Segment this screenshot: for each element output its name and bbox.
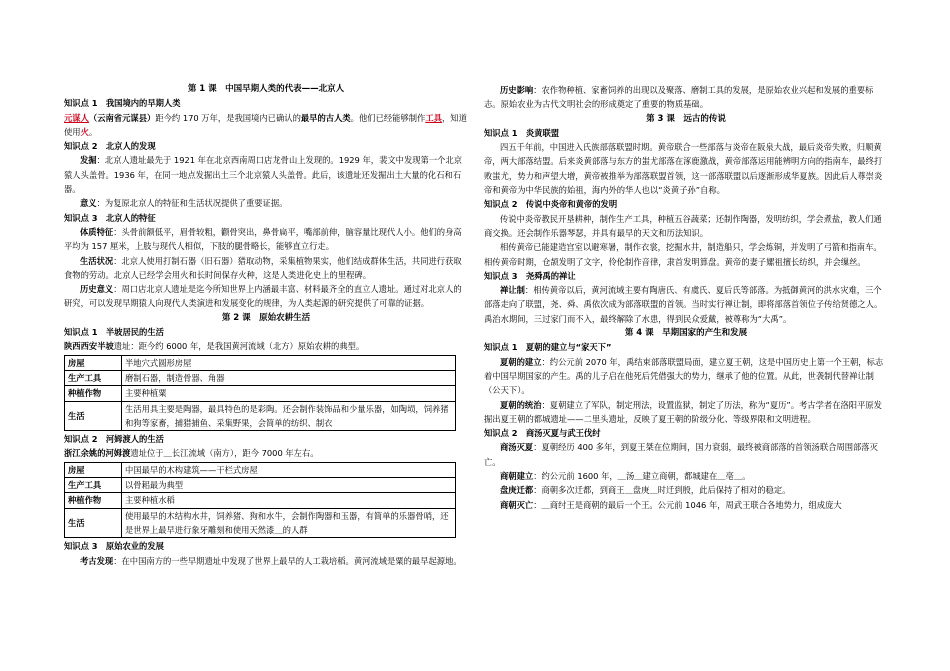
lesson2-kp2-title: 知识点 2 河姆渡人的生活 bbox=[64, 434, 164, 445]
xia-build-para bbox=[484, 355, 888, 398]
text-kp1-g: ，知道使用 bbox=[64, 112, 467, 137]
body-label: 体质特征 bbox=[80, 226, 114, 237]
table-cell: 中国最早的木构建筑——干栏式房屋 bbox=[122, 462, 456, 477]
pangeng-label: 盘庚迁都 bbox=[500, 485, 534, 496]
life-label: 生活状况 bbox=[80, 255, 114, 266]
pangeng-text: ：商朝多次迁都，到商王＿盘庚＿时迁到殷，此后保持了相对的稳定。 bbox=[533, 485, 791, 496]
table-row bbox=[65, 462, 456, 477]
shang-build-label: 商朝建立 bbox=[500, 471, 534, 482]
text-kp1-d: 最早的古人类 bbox=[300, 112, 351, 123]
banpo-label: 陕西西安半坡 bbox=[64, 341, 114, 352]
meaning-text: ：为复原北京人的特征和生活状况提供了重要证据。 bbox=[96, 198, 288, 209]
text-kp1-e: 。他们已经能够制作 bbox=[350, 112, 426, 123]
table-head: 生活 bbox=[65, 508, 122, 538]
lesson4-kp2-title: 知识点 2 商汤灭夏与武王伐纣 bbox=[484, 428, 601, 439]
lesson4-title: 第 4 课 早期国家的产生和发展 bbox=[624, 328, 748, 339]
xia-build-text: ：约公元前 2070 年，禹结束部落联盟局面，建立夏王朝，这是中国历史上第一个王朝，标志着中国早期国家的产生。禹的儿子启在他死后凭借强大的势力，继承了他的位置。从此，世袭制代替禅让制（公天下）。 bbox=[484, 356, 884, 396]
shang-fall-para bbox=[484, 498, 888, 512]
table-row bbox=[65, 401, 456, 431]
table-cell: 以骨耜最为典型 bbox=[122, 478, 456, 493]
shang-build-para bbox=[484, 469, 888, 483]
arch-para bbox=[64, 554, 468, 568]
table-cell: 使用最早的木结构水井，饲养猪、狗和水牛，会制作陶器和玉器，有简单的乐器骨哨，还是世界上最早进行象牙雕刻和使用天然漆＿的人群 bbox=[122, 508, 456, 538]
text-kp1-c: 距今约 170 万年，是我国境内已确认的 bbox=[155, 112, 301, 123]
shang-para bbox=[484, 440, 888, 469]
shanrang-label: 禅让制 bbox=[500, 285, 525, 296]
shang-text: ：夏朝经历 400 多年，到夏王桀在位期间，国力衰弱，最终被商部落的首领汤联合周围部落灭亡。 bbox=[484, 442, 878, 467]
hist-para bbox=[484, 83, 888, 112]
history-text: ：周口店北京人遗址是迄今所知世界上内涵最丰富、材料最齐全的直立人遗址。通过对北京人的研究，可以发现早期猿人向现代人类演进和发展变化的规律，为人类起源的研究提供了可靠的证据。 bbox=[64, 284, 462, 309]
discovery-text: ：北京人遗址最先于 1921 年在北京西南周口店龙骨山上发现的。1929 年，裴文中发现第一个北京猿人头盖骨。1936 年，在同一地点发掘出土三个北京猿人头盖骨。此后，该遗址还发掘出土大量的化石和石器。 bbox=[64, 155, 463, 195]
highlight-fire: 火 bbox=[80, 126, 89, 137]
life-text: ：北京人使用打制石器（旧石器）猎取动物，采集植物果实，他们结成群体生活，共同进行获取食物的劳动。北京人已经学会用火和长时间保存火种，这是人类进化史上的里程碑。 bbox=[64, 255, 462, 280]
banpo-table bbox=[64, 355, 456, 431]
hemudu-table bbox=[64, 462, 456, 538]
table-row bbox=[65, 370, 456, 385]
lesson1-meaning bbox=[64, 196, 468, 210]
lesson3-title: 第 3 课 远古的传说 bbox=[646, 113, 726, 124]
lesson2-title: 第 2 课 原始农耕生活 bbox=[221, 312, 311, 323]
meaning-label: 意义 bbox=[80, 198, 97, 209]
table-head: 生活 bbox=[65, 401, 122, 431]
lesson4-kp1-title: 知识点 1 夏朝的建立与“家天下” bbox=[484, 342, 612, 353]
table-row bbox=[65, 493, 456, 508]
lesson3-kp1-text: 四五千年前，中国进入氏族部落联盟时期。黄帝联合一些部落与炎帝在阪泉大战，最后炎帝失败，归顺黄帝，两大部落结盟。后来炎黄部落与东方的蚩尤部落在涿鹿激战，黄帝部落运用能辨明方向的指南车，最终打败蚩尤，势力和声望大增，黄帝被推举为部落联盟首领，这一部落联盟以后逐渐形成华夏族。因此后人尊崇炎帝和黄帝为中华民族的始祖，海内外的华人也以“炎黄子孙”自称。 bbox=[484, 142, 883, 196]
shang-fall-label: 商朝灭亡 bbox=[500, 499, 534, 510]
lesson3-kp3-title: 知识点 3 尧舜禹的禅让 bbox=[484, 270, 576, 281]
table-row bbox=[65, 386, 456, 401]
hist-text: ：农作物种植、家畜饲养的出现以及聚落、磨制工具的发展，是原始农业兴起和发展的重要标志。原始农业为古代文明社会的形成奠定了重要的物质基础。 bbox=[484, 85, 874, 110]
lesson1-history bbox=[64, 282, 468, 311]
hemudu-intro bbox=[64, 446, 468, 460]
highlight-tools: 工具 bbox=[425, 112, 442, 123]
table-row bbox=[65, 478, 456, 493]
xia-rule-text: ：夏朝建立了军队，制定刑法，设置监狱，制定了历法，称为“夏历”。考古学者在洛阳平原发掘出夏王朝的都城遗址——二里头遗址，反映了夏王朝的阶级分化、等级界限和文明进程。 bbox=[484, 399, 882, 424]
lesson2-kp1-title: 知识点 1 半坡居民的生活 bbox=[64, 327, 164, 338]
lesson1-title: 第 1 课 中国早期人类的代表——北京人 bbox=[187, 84, 345, 94]
lesson1-kp3-title: 知识点 3 北京人的特征 bbox=[64, 212, 156, 223]
table-head: 种植作物 bbox=[65, 493, 122, 508]
lesson3-kp2-title: 知识点 2 传说中炎帝和黄帝的发明 bbox=[484, 199, 618, 210]
shanrang-para bbox=[484, 283, 888, 326]
banpo-text: 遗址：距今约 6000 年，是我国黄河流域（北方）原始农耕的典型。 bbox=[113, 341, 365, 352]
shanrang-text: ：相传黄帝以后，黄河流域主要有陶唐氏、有虞氏、夏后氏等部落。为抵御黄河的洪水灾难，三个部落走向了联盟，尧、舜、禹依次成为部落联盟的首领。当时实行禅让制，即将部落首领位子传给贤德之人。禹治水期间，三过家门而不入，最终解除了水患，得到民众爱戴，被尊称为“大禹”。 bbox=[484, 285, 883, 324]
xia-build-label: 夏朝的建立 bbox=[500, 356, 542, 367]
body-text: ：头骨前额低平，眉骨较粗，颧骨突出，鼻骨扁平，嘴部前伸，脑容量比现代人小。他们的身高平均为 157 厘米，上肢与现代人相似，下肢的腿骨略长，能够直立行走。 bbox=[64, 226, 462, 252]
arch-text: ：在中国南方的一些早期遗址中发现了世界上最早的人工栽培稻。黄河流域是粟的最早起源地。 bbox=[113, 555, 462, 566]
lesson1-life bbox=[64, 254, 468, 283]
highlight-yuanmou: 元谋人 bbox=[64, 112, 89, 123]
yandi-text: 传说中炎帝教民开垦耕种，制作生产工具，种植五谷蔬菜；还制作陶器，发明纺织，学会煮盐，教人们通商交换。还会制作乐器琴瑟，并具有最早的天文和历法知识。 bbox=[484, 213, 882, 238]
table-head: 生产工具 bbox=[65, 370, 122, 385]
table-cell: 生活用具主要是陶器，最具特色的是彩陶。还会制作装饰品和少量乐器，如陶埙，饲养猪和狗等家畜，捕猎捕鱼、采集野果，会简单的纺织、制衣 bbox=[122, 401, 456, 431]
table-row bbox=[65, 355, 456, 370]
lesson2-kp3-title: 知识点 3 原始农业的发展 bbox=[64, 541, 164, 552]
huangdi-text: 相传黄帝已能建造宫室以避寒暑，制作衣裳，挖掘水井，制造船只，学会炼铜，并发明了弓箭和指南车。相传黄帝时期，仓颉发明了文字，伶伦制作音律，隶首发明算盘。黄帝的妻子嫘祖擅长纺织，并会缫丝。 bbox=[484, 242, 882, 267]
table-cell: 半地穴式圆形房屋 bbox=[122, 355, 456, 370]
right-column bbox=[484, 83, 888, 512]
table-head: 生产工具 bbox=[65, 478, 122, 493]
banpo-intro bbox=[64, 339, 468, 353]
text-yuanmou-location: （云南省元谋县） bbox=[88, 112, 156, 123]
hemudu-label: 浙江余姚的河姆渡 bbox=[64, 448, 131, 459]
hist-label: 历史影响 bbox=[500, 85, 534, 95]
discovery-label: 发掘 bbox=[80, 155, 97, 166]
text-kp1-i: 。 bbox=[88, 126, 98, 137]
table-head: 种植作物 bbox=[65, 386, 122, 401]
lesson1-kp1-title: 知识点 1 我国境内的早期人类 bbox=[64, 98, 181, 109]
lesson3-kp1-title: 知识点 1 炎黄联盟 bbox=[484, 127, 560, 138]
table-row bbox=[65, 508, 456, 538]
arch-label: 考古发现 bbox=[80, 555, 114, 566]
lesson1-body bbox=[64, 225, 468, 254]
xia-rule-para bbox=[484, 398, 888, 427]
shang-fall-text: ：＿商纣王是商朝的最后一个王。公元前 1046 年，周武王联合各地势力，组成庞大 bbox=[533, 499, 842, 510]
pangeng-para bbox=[484, 483, 888, 497]
shang-build-text: ：约公元前 1600 年，＿汤＿建立商朝，都城建在＿亳＿。 bbox=[533, 471, 751, 482]
shang-label: 商汤灭夏 bbox=[500, 442, 534, 453]
lesson1-kp2-title: 知识点 2 北京人的发现 bbox=[64, 141, 156, 152]
left-column bbox=[64, 82, 468, 568]
table-cell: 磨制石器，制造骨器、角器 bbox=[122, 370, 456, 385]
table-head: 房屋 bbox=[65, 355, 122, 370]
hemudu-text: 遗址位于＿长江流域（南方），距今 7000 年左右。 bbox=[130, 448, 319, 459]
xia-rule-label: 夏朝的统治 bbox=[500, 399, 542, 410]
table-cell: 主要种植粟 bbox=[122, 386, 456, 401]
table-head: 房屋 bbox=[65, 462, 122, 477]
lesson1-kp1-text bbox=[64, 111, 468, 140]
table-cell: 主要种植水稻 bbox=[122, 493, 456, 508]
history-label: 历史意义 bbox=[80, 284, 114, 295]
lesson1-discovery bbox=[64, 153, 468, 196]
